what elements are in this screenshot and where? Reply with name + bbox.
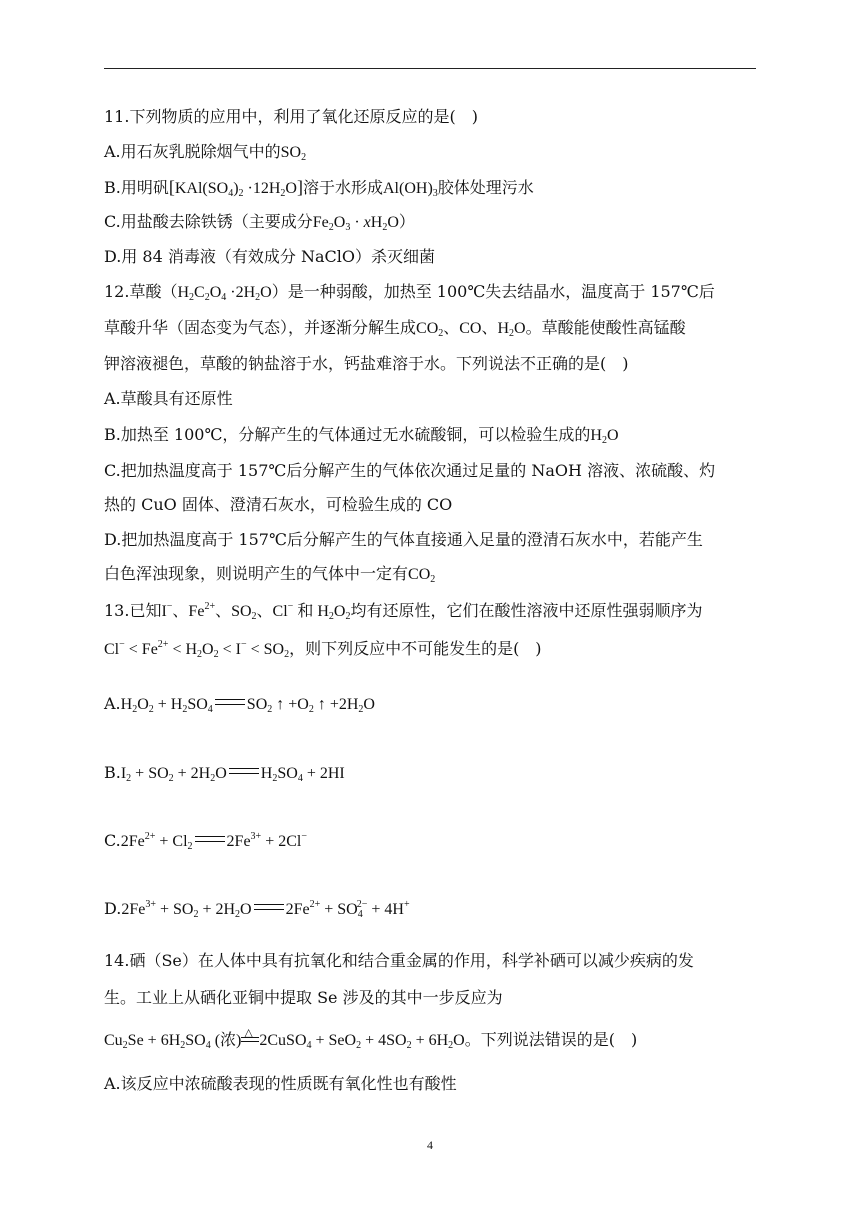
q14-stem-line3: $Cu_2Se + 6H_2SO_4$ (浓)△ 2CuSO$_4$ + $SeO_2 + 4SO_2 + 6H_2O$。下列说法错误的是( ) — [104, 1029, 764, 1052]
q12-stem-line3: 钾溶液褪色，草酸的钠盐溶于水，钙盐难溶于水。下列说法不正确的是( ) — [104, 354, 629, 373]
q11-option-d: D.用 84 消毒液（有效成分 NaClO）杀灭细菌 — [104, 247, 435, 266]
q11-option-a: A.用石灰乳脱除烟气中的$SO_2$ — [104, 142, 307, 163]
q12-stem-line1: 12.草酸$(H_2C_2O_4 \cdot 2H_2O)$是一种弱酸，加热至 100℃失去结晶水，温度高于 157℃后 — [104, 282, 715, 303]
q12-option-d-line1: D.把加热温度高于 157℃后分解产生的气体直接通入足量的澄清石灰水中，若能产生 — [104, 530, 703, 549]
q14-stem-line2: 生。工业上从硒化亚铜中提取 Se 涉及的其中一步反应为 — [104, 988, 503, 1007]
q12-stem-line2: 草酸升华（固态变为气态），并逐渐分解生成$CO_2$、CO、$H_2O$。草酸能使酸性高锰酸 — [104, 318, 686, 339]
q12-option-c-line2: 热的 CuO 固体、澄清石灰水，可检验生成的 CO — [104, 495, 453, 514]
q13-stem-line1: 13.已知I−、$Fe^{2+}$、$SO_2$、Cl− 和 $H_2O_2$均有还原性，它们在酸性溶液中还原性强弱顺序为 — [104, 601, 703, 622]
q12-option-b: B.加热至 100℃，分解产生的气体通过无水硫酸铜，可以检验生成的$H_2O$ — [104, 425, 619, 446]
q13-stem-line2: $Cl^- < Fe^{2+} < H_2O_2 < I^- < SO_2$，则下列反应中不可能发生的是( ) — [104, 639, 542, 660]
q14-stem-line1: 14.硒（Se）在人体中具有抗氧化和结合重金属的作用，科学补硒可以减少疾病的发 — [104, 951, 694, 970]
q11-option-b: B.用明矾$[KAl(SO_4)_2 \cdot 12H_2O]$溶于水形成$Al(OH)_3$胶体处理污水 — [104, 177, 534, 199]
q13-option-b: $B.I_2 + SO_2 + 2H_2O$ $H_2SO_4 + 2HI$ — [104, 763, 345, 784]
header-rule — [104, 68, 756, 69]
q14-option-a: A.该反应中浓硫酸表现的性质既有氧化性也有酸性 — [104, 1074, 457, 1093]
q13-option-c: $C.2Fe^{2+} + Cl_2$ $2Fe^{3+} + 2Cl^-$ — [104, 831, 307, 852]
q12-option-c-line1: C.把加热温度高于 157℃后分解产生的气体依次通过足量的 NaOH 溶液、浓硫酸、灼 — [104, 461, 716, 480]
page-number: 4 — [427, 1138, 433, 1152]
q12-option-a: A.草酸具有还原性 — [104, 389, 233, 408]
q11-option-c: C.用盐酸去除铁锈（主要成分$Fe_2O_3 \cdot xH_2O$） — [104, 212, 415, 233]
q12-option-d-line2: 白色浑浊现象，则说明产生的气体中一定有$CO_2$ — [104, 564, 436, 585]
q11-stem: 11.下列物质的应用中，利用了氧化还原反应的是( ) — [104, 107, 478, 126]
q13-option-d: $D.2Fe^{3+} + SO_2 + 2H_2O$ $2Fe^{2+} + SO_4^{2-} + 4H^+$ — [104, 899, 410, 920]
q13-option-a: $A.H_2O_2 + H_2SO_4$ $SO_2$ ↑ $+O_2$ ↑ $+2H_2O$ — [104, 694, 375, 715]
